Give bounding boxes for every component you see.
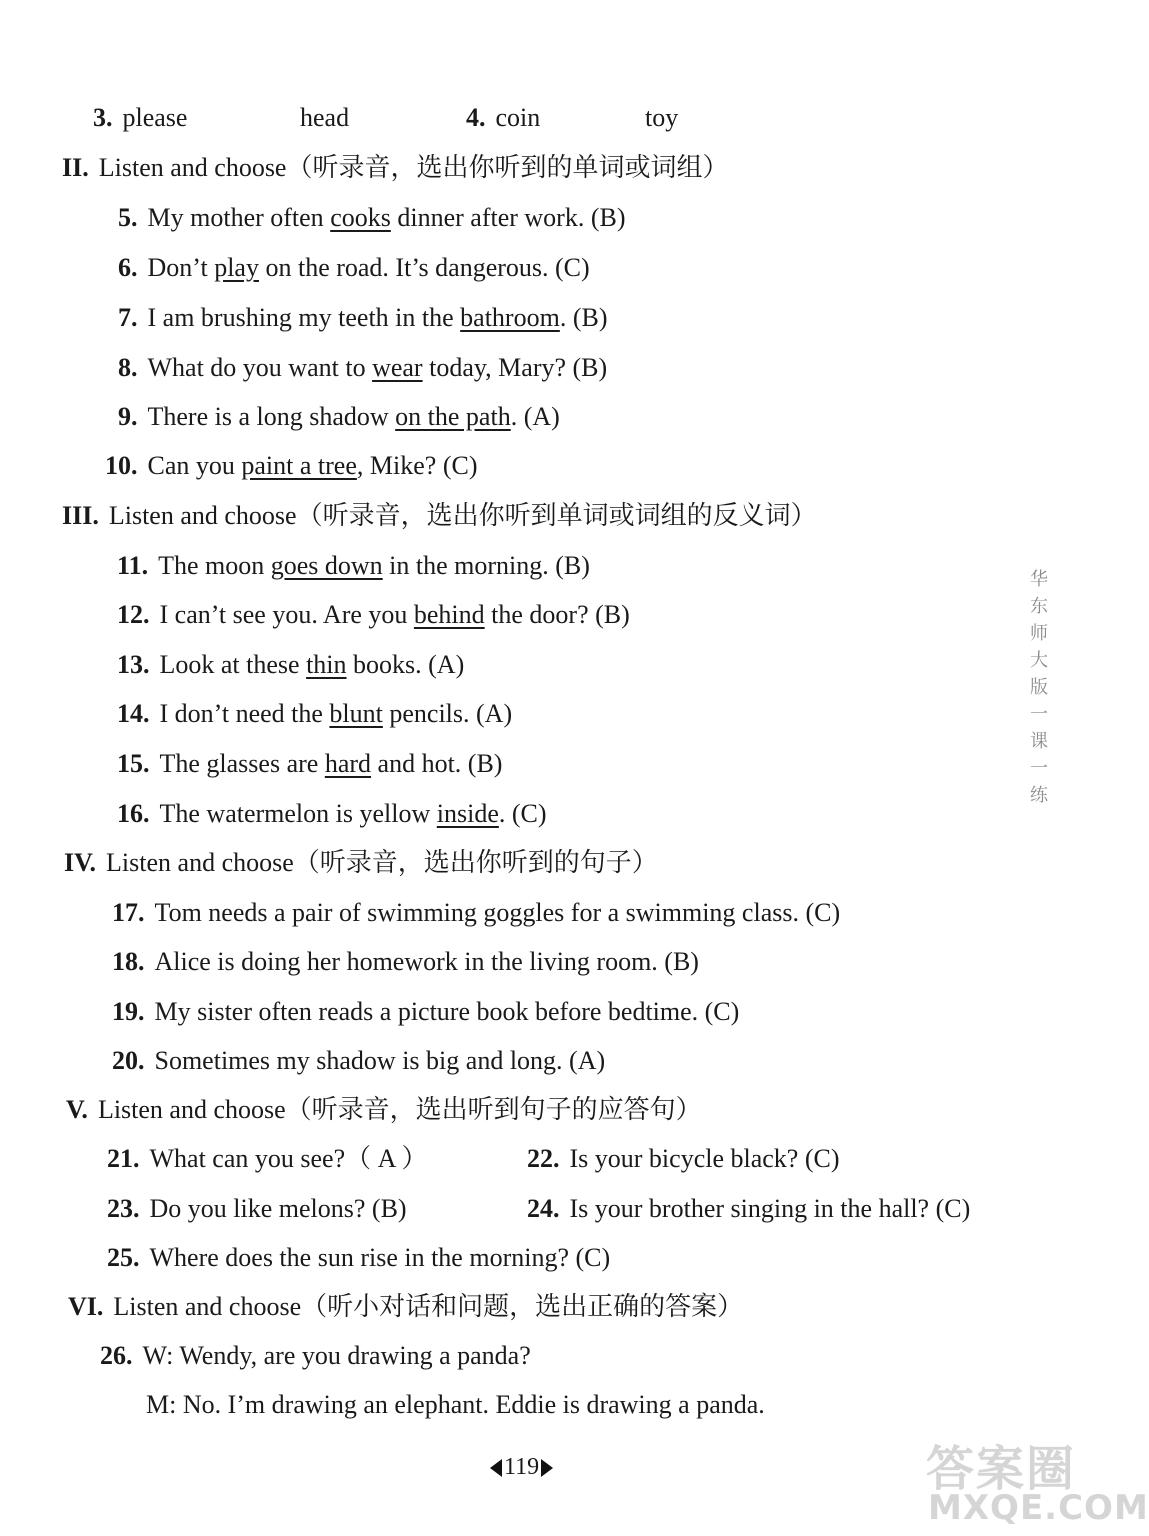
underlined-word: goes down xyxy=(270,551,383,580)
item-text: Alice is doing her homework in the living room. (B) xyxy=(154,947,699,976)
item-number: 11. xyxy=(117,551,149,580)
item-25 xyxy=(107,1242,610,1274)
item-text: dinner after work. (B) xyxy=(390,203,626,232)
item-number: 21. xyxy=(107,1144,140,1173)
item-text: What do you want to xyxy=(147,353,373,382)
item-22 xyxy=(527,1143,840,1175)
section-title: Listen and choose（听录音，选出你听到的单词或词组） xyxy=(98,153,729,182)
item-text: I am brushing my teeth in the xyxy=(147,303,461,332)
section-heading-5 xyxy=(66,1094,702,1126)
item-8 xyxy=(118,352,607,384)
item-number: 20. xyxy=(112,1046,145,1075)
item-16 xyxy=(117,798,547,830)
item-text: The moon xyxy=(158,551,271,580)
item-text: My mother often xyxy=(147,203,331,232)
item-text: There is a long shadow xyxy=(147,402,396,431)
item-text: My sister often reads a picture book before bedtime. (C) xyxy=(154,997,740,1026)
item-text: today, Mary? (B) xyxy=(422,353,608,382)
item-text: Do you like melons? (B) xyxy=(149,1194,407,1223)
underlined-word: behind xyxy=(413,600,485,629)
word: please xyxy=(122,103,188,132)
item-3-word-b: head xyxy=(300,103,350,132)
page-number xyxy=(490,1452,553,1482)
underlined-word: thin xyxy=(306,650,347,679)
section-heading-4 xyxy=(64,847,658,879)
underlined-word: blunt xyxy=(329,699,383,728)
item-10 xyxy=(105,450,477,482)
underlined-word: wear xyxy=(372,353,423,382)
item-number: 5. xyxy=(118,203,138,232)
watermark-logo xyxy=(920,1430,1149,1530)
page-number-text: 119 xyxy=(504,1454,540,1480)
dialogue-line-w: W: Wendy, are you drawing a panda? xyxy=(142,1341,531,1370)
item-7 xyxy=(118,302,608,334)
underlined-word: inside xyxy=(436,799,499,828)
word: coin xyxy=(495,103,541,132)
item-11 xyxy=(117,550,590,582)
section-number: V. xyxy=(66,1095,88,1124)
side-publisher-label: 华东师大版一课一练 xyxy=(1030,569,1048,806)
item-text: books. (A) xyxy=(346,650,465,679)
item-20 xyxy=(112,1045,605,1077)
item-3 xyxy=(93,102,187,134)
section-number: VI. xyxy=(68,1292,104,1321)
item-number: 9. xyxy=(118,402,138,431)
underlined-word: paint a tree xyxy=(241,451,357,480)
item-13 xyxy=(117,649,464,681)
item-number: 25. xyxy=(107,1243,140,1272)
section-title: Listen and choose（听录音，选出你听到单词或词组的反义词） xyxy=(108,501,817,530)
item-23 xyxy=(107,1193,407,1225)
section-number: III. xyxy=(62,501,99,530)
item-number: 10. xyxy=(105,451,138,480)
item-text: in the morning. (B) xyxy=(382,551,590,580)
dialogue-line-m: M: No. I’m drawing an elephant. Eddie is drawing a panda. xyxy=(146,1390,765,1419)
section-heading-2 xyxy=(62,152,728,184)
item-number: 22. xyxy=(527,1144,560,1173)
left-arrow-icon xyxy=(490,1459,502,1477)
item-text: on the road. It’s dangerous. (C) xyxy=(258,253,590,282)
item-text: the door? (B) xyxy=(484,600,630,629)
item-text: . (B) xyxy=(559,303,608,332)
item-number: 3. xyxy=(93,103,113,132)
item-text: , Mike? (C) xyxy=(356,451,478,480)
item-text: pencils. (A) xyxy=(382,699,513,728)
item-number: 13. xyxy=(117,650,150,679)
item-number: 6. xyxy=(118,253,138,282)
item-text: The watermelon is yellow xyxy=(159,799,437,828)
item-number: 19. xyxy=(112,997,145,1026)
section-heading-6 xyxy=(68,1291,743,1323)
item-24 xyxy=(527,1193,970,1225)
item-number: 15. xyxy=(117,749,150,778)
item-number: 23. xyxy=(107,1194,140,1223)
item-text: . (C) xyxy=(498,799,547,828)
item-26 xyxy=(100,1340,531,1372)
item-text: Is your brother singing in the hall? (C) xyxy=(569,1194,971,1223)
item-number: 4. xyxy=(466,103,486,132)
item-15 xyxy=(117,748,502,780)
item-12 xyxy=(117,599,630,631)
section-title: Listen and choose（听录音，选出听到句子的应答句） xyxy=(97,1095,702,1124)
item-21 xyxy=(107,1143,427,1175)
underlined-word: on the path xyxy=(395,402,511,431)
item-number: 8. xyxy=(118,353,138,382)
section-title: Listen and choose（听录音，选出你听到的句子） xyxy=(106,848,658,877)
watermark-top-text: 答案圈 xyxy=(926,1441,1077,1497)
underlined-word: bathroom xyxy=(460,303,560,332)
item-text: Is your bicycle black? (C) xyxy=(569,1144,840,1173)
item-9 xyxy=(118,401,560,433)
underlined-word: cooks xyxy=(330,203,391,232)
item-17 xyxy=(112,897,840,929)
item-5 xyxy=(118,202,626,234)
item-19 xyxy=(112,996,739,1028)
item-text: Don’t xyxy=(147,253,215,282)
item-4 xyxy=(466,102,540,134)
item-text: Where does the sun rise in the morning? (C) xyxy=(149,1243,611,1272)
right-arrow-icon xyxy=(541,1459,553,1477)
item-text: Sometimes my shadow is big and long. (A) xyxy=(154,1046,606,1075)
item-number: 26. xyxy=(100,1341,133,1370)
item-number: 12. xyxy=(117,600,150,629)
item-number: 7. xyxy=(118,303,138,332)
item-4-word-b: toy xyxy=(645,103,679,132)
underlined-word: play xyxy=(214,253,259,282)
item-number: 14. xyxy=(117,699,150,728)
item-number: 16. xyxy=(117,799,150,828)
item-text: The glasses are xyxy=(159,749,325,778)
item-number: 24. xyxy=(527,1194,560,1223)
item-text: . (A) xyxy=(510,402,560,431)
section-number: II. xyxy=(62,153,89,182)
item-text: Can you xyxy=(147,451,242,480)
item-number: 18. xyxy=(112,947,145,976)
item-text: I don’t need the xyxy=(159,699,330,728)
item-text: and hot. (B) xyxy=(371,749,503,778)
watermark-bottom-text: MXQE.COM xyxy=(928,1488,1149,1528)
item-18 xyxy=(112,946,699,978)
item-text: Look at these xyxy=(159,650,307,679)
item-text: Tom needs a pair of swimming goggles for a swimming class. (C) xyxy=(154,898,841,927)
item-number: 17. xyxy=(112,898,145,927)
item-6 xyxy=(118,252,590,284)
item-text: What can you see?（ A ） xyxy=(149,1144,428,1173)
section-heading-3 xyxy=(62,500,817,532)
item-14 xyxy=(117,698,512,730)
section-title: Listen and choose（听小对话和问题，选出正确的答案） xyxy=(113,1292,744,1321)
section-number: IV. xyxy=(64,848,97,877)
underlined-word: hard xyxy=(324,749,372,778)
item-text: I can’t see you. Are you xyxy=(159,600,414,629)
